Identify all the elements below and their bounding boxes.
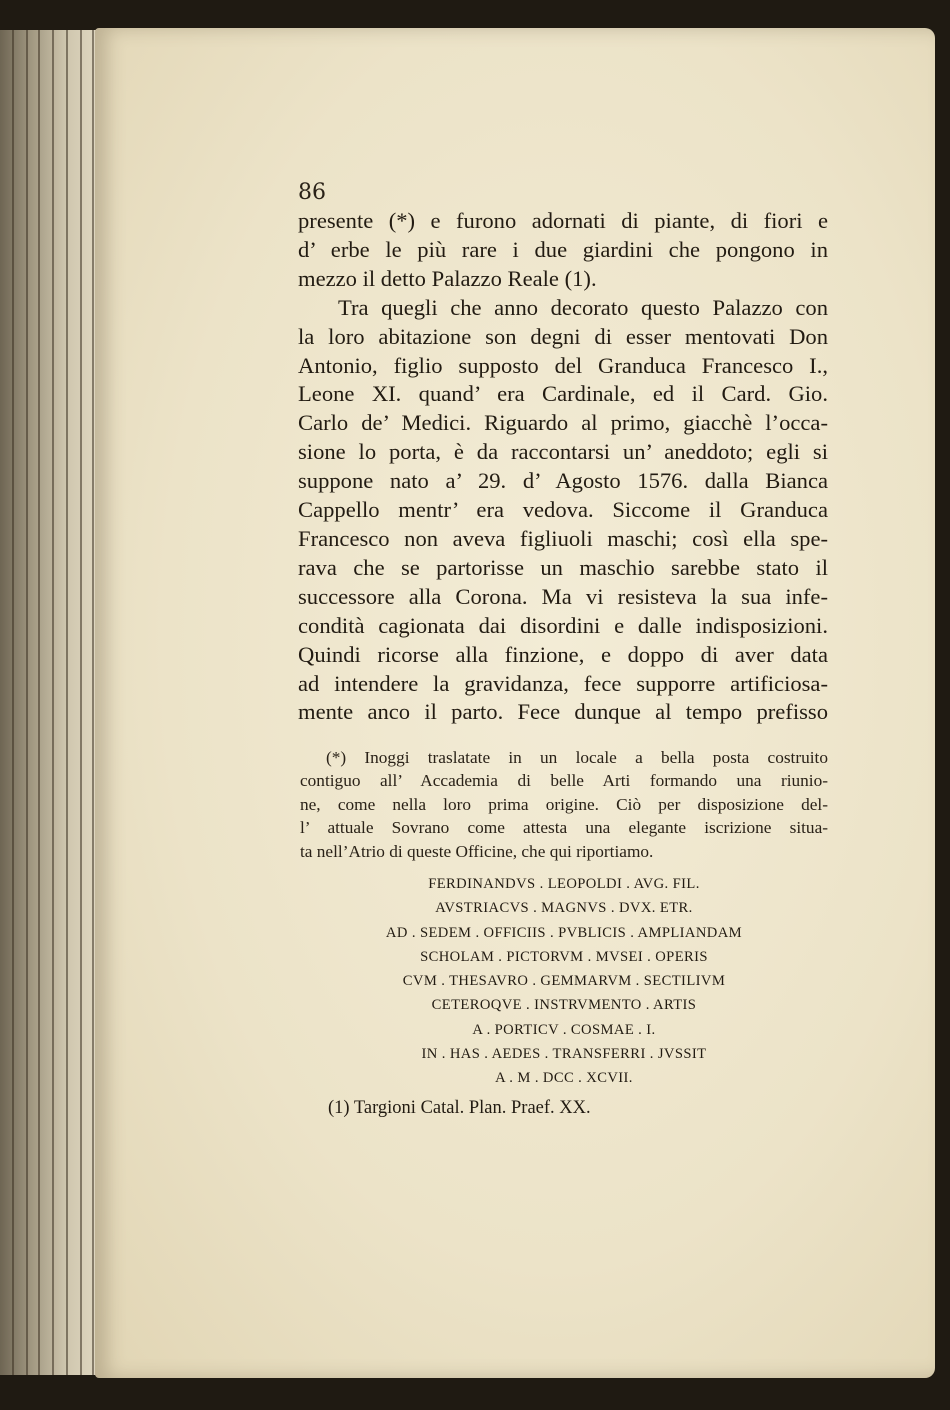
text-line: successore alla Corona. Ma vi resisteva la sua infe- [298,583,828,609]
asterisk-note [300,746,828,863]
text-line: Tra quegli che anno decorato questo Palazzo con [338,294,828,320]
text-line: d’ erbe le più rare i due giardini che pongono in [298,236,828,262]
main-text [298,207,828,727]
text-line: Quindi ricorse alla finzione, e doppo di aver data [298,641,828,667]
text-line: sione lo porta, è da raccontarsi un’ aneddoto; egli si [298,439,828,465]
page-stack-edges [0,30,110,1375]
note-line: l’ attuale Sovrano come attesta una elegante iscrizione situa- [300,818,828,838]
text-line: presente (*) e furono adornati di piante, di fiori e [298,208,828,233]
inscription-line: SCHOLAM . PICTORVM . MVSEI . OPERIS [420,948,708,965]
text-line: mente anco il parto. Fece dunque al tempo prefisso [298,699,828,725]
inscription-line: AVSTRIACVS . MAGNVS . DVX. ETR. [435,900,693,917]
text-line: Carlo de’ Medici. Riguardo al primo, giacchè l’occa- [298,410,828,436]
text-line: condità cagionata dai disordini e dalle indisposizioni. [298,612,828,638]
note-line: (*) Inoggi traslatate in un locale a bella posta costruito [326,748,828,767]
note-line: contiguo all’ Accademia di belle Arti formando una riunio- [300,771,828,791]
text-line: rava che se partorisse un maschio sarebbe stato il [298,554,828,580]
inscription-line: CVM . THESAVRO . GEMMARVM . SECTILIVM [402,973,726,990]
text-line: Leone XI. quand’ era Cardinale, ed il Card. Gio. [298,381,828,407]
text-line: la loro abitazione son degni di esser mentovati Don [298,323,828,349]
note-line: ta nell’Atrio di queste Officine, che qui riportiamo. [300,841,654,861]
text-line: mezzo il detto Palazzo Reale (1). [298,265,597,291]
note-line: ne, come nella loro prima origine. Ciò per disposizione del- [300,794,828,814]
inscription-line: AD . SEDEM . OFFICIIS . PVBLICIS . AMPLIANDAM [385,924,743,941]
inscription-line: A . PORTICV . COSMAE . I. [472,1021,656,1038]
text-line: Francesco non aveva figliuoli maschi; così ella spe- [298,525,828,551]
text-line: ad intendere la gravidanza, fece supporre artificiosa- [298,670,828,696]
text-line: Cappello mentr’ era vedova. Siccome il Granduca [298,497,828,523]
text-line: suppone nato a’ 29. d’ Agosto 1576. dalla Bianca [298,468,828,494]
inscription-line: FERDINANDVS . LEOPOLDI . AVG. FIL. [428,876,700,892]
footnote-1: (1) Targioni Catal. Plan. Praef. XX. [328,1098,591,1118]
page-number: 86 [298,180,326,205]
text-line: Antonio, figlio supposto del Granduca Francesco I., [298,352,828,378]
inscription-line: CETEROQVE . INSTRVMENTO . ARTIS [431,997,697,1014]
latin-inscription [300,872,828,1091]
inscription-line: A . M . DCC . XCVII. [495,1070,633,1087]
inscription-line: IN . HAS . AEDES . TRANSFERRI . JVSSIT [421,1046,707,1063]
